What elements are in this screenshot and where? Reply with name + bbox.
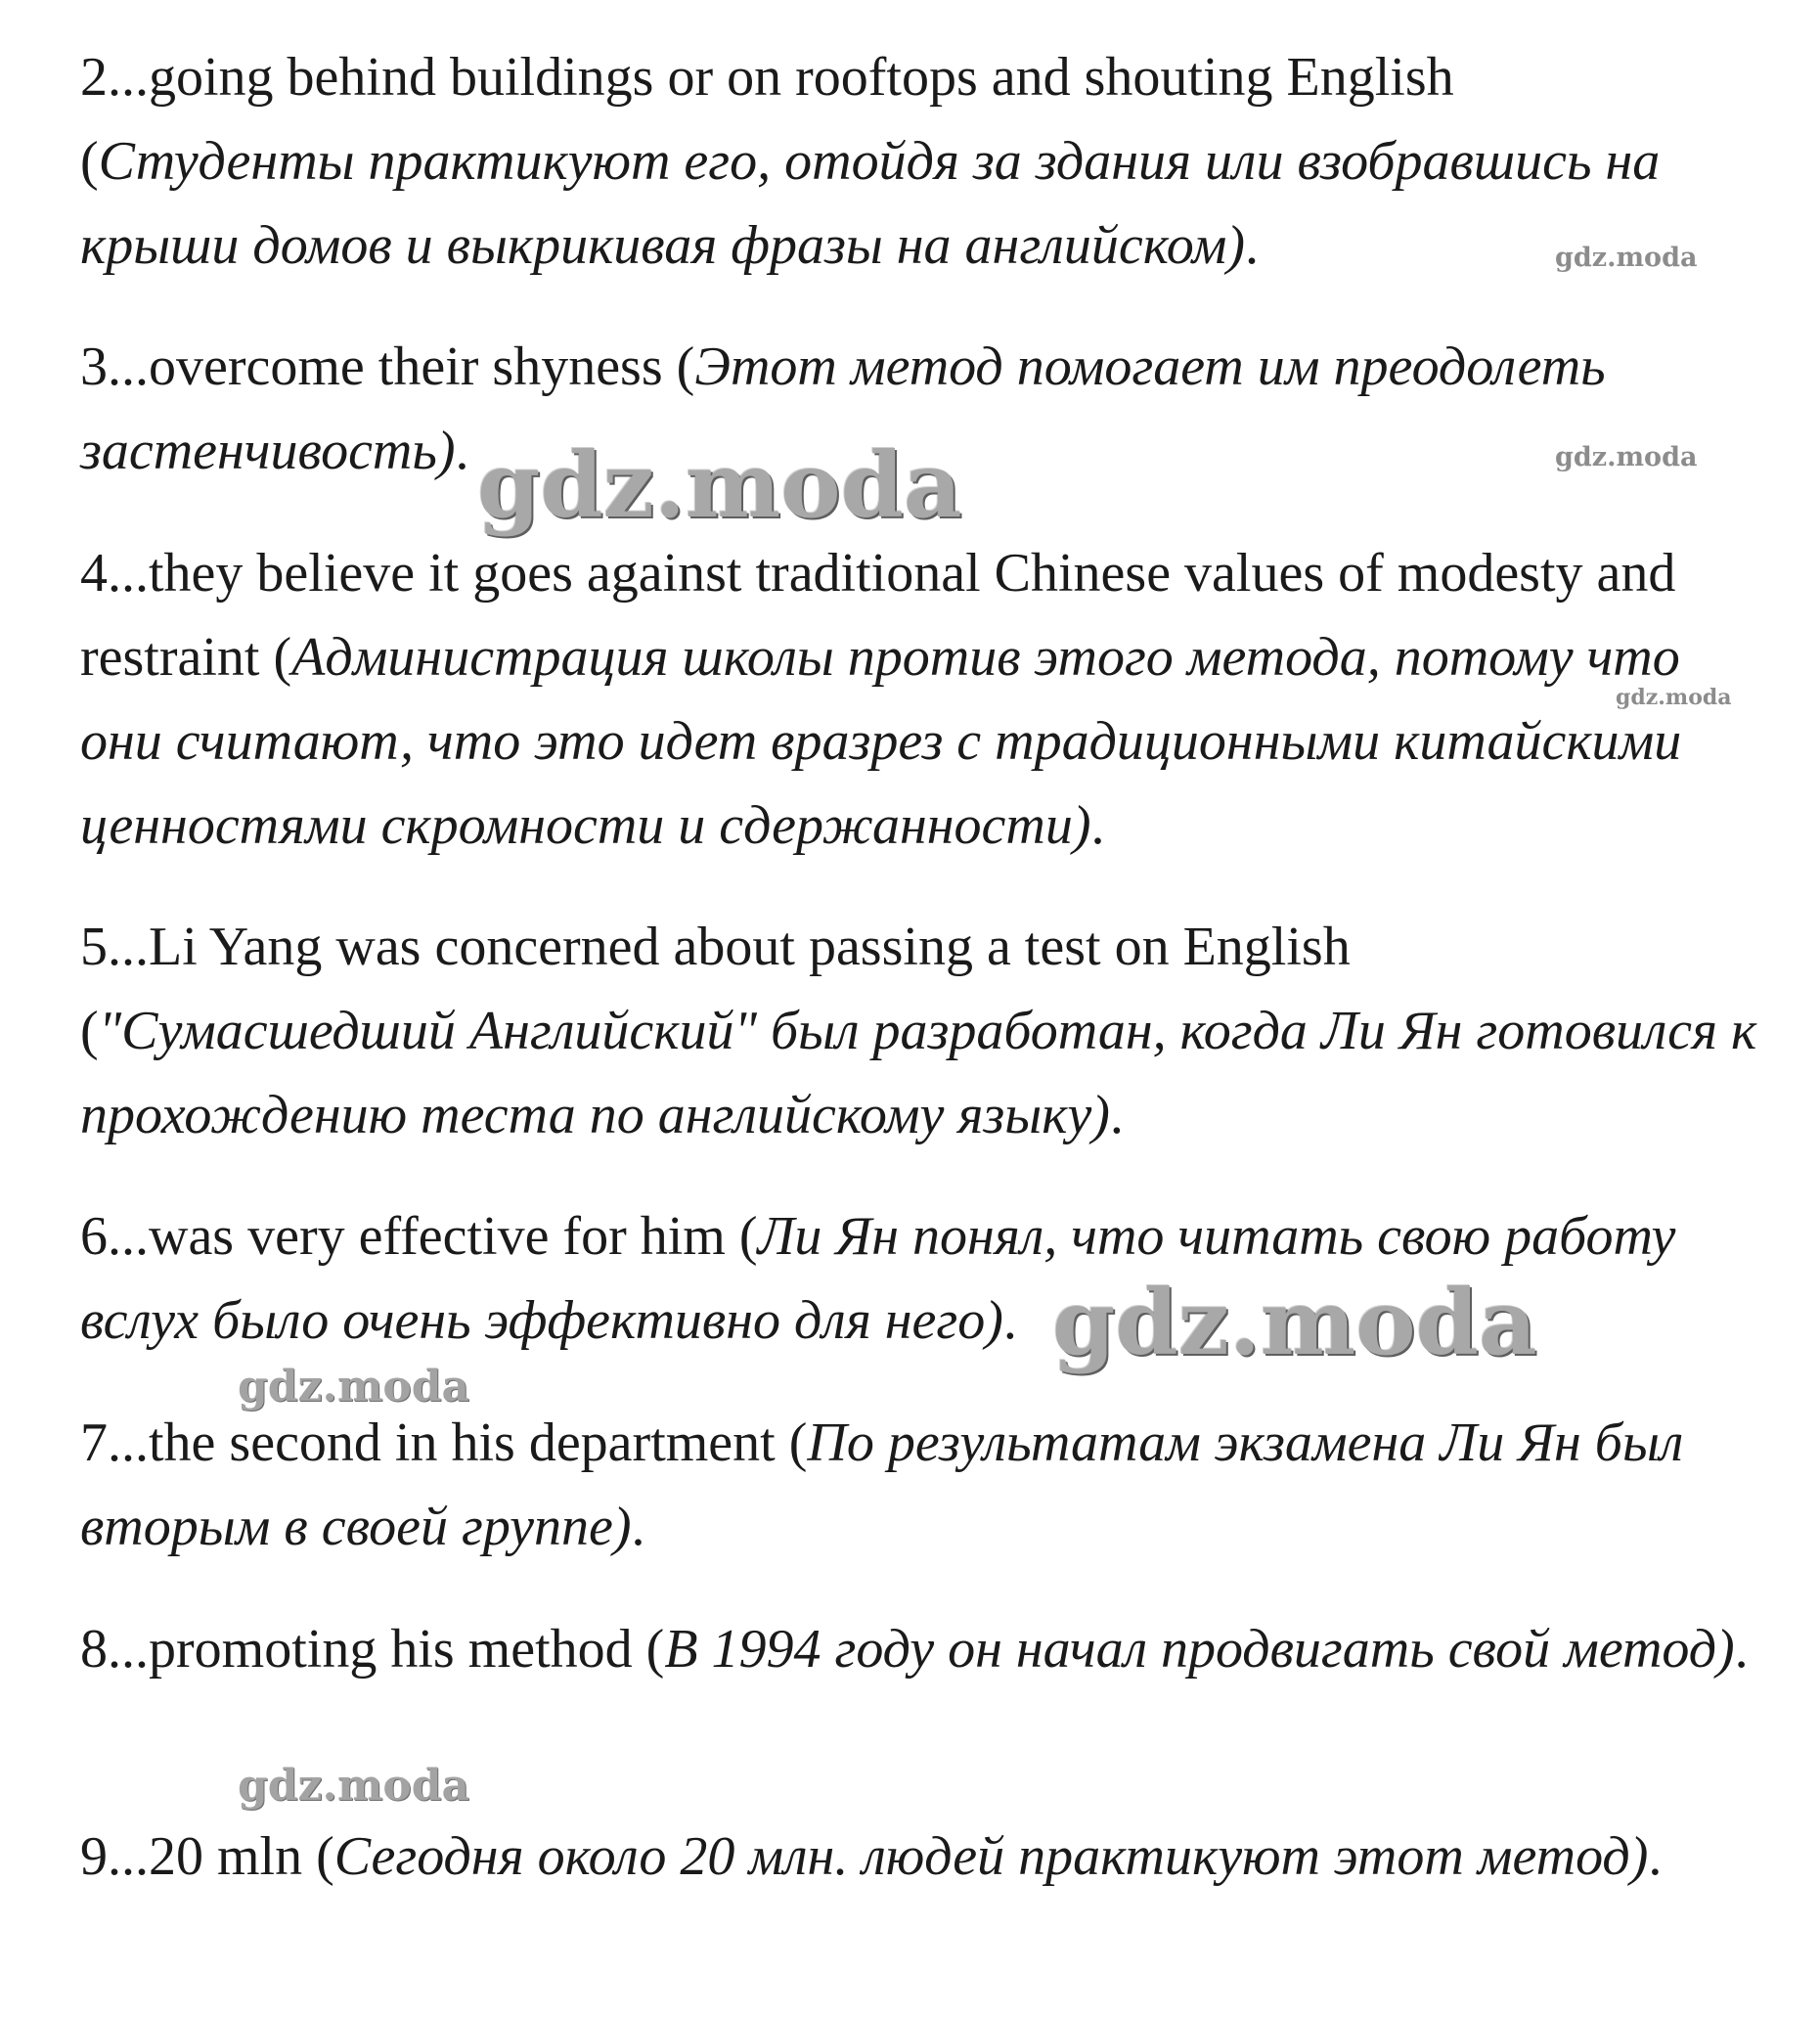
answer-end: . <box>1648 1826 1663 1887</box>
answer-end: . <box>1245 215 1260 276</box>
answer-item-8 <box>80 1607 1762 1691</box>
watermark-mid-2: gdz.moda <box>238 1761 470 1811</box>
answer-russian: Ли Ян понял, что читать свою работу вслух было очень эффективно для него) <box>80 1206 1676 1351</box>
watermark-mid-1: gdz.moda <box>238 1362 470 1412</box>
answer-end: . <box>1109 1085 1124 1145</box>
answer-russian: Сегодня около 20 млн. людей практикуют этот метод) <box>333 1826 1649 1887</box>
answer-english: 9...20 mln <box>80 1826 303 1887</box>
watermark-large-1: gdz.moda <box>477 432 962 538</box>
answer-russian: По результатам экзамена Ли Ян был вторым в своей группе) <box>80 1412 1684 1557</box>
answer-russian: Студенты практикуют его, отойдя за здания или взобравшись на крыши домов и выкрикивая фразы на английском) <box>80 131 1661 276</box>
answer-english: 6...was very effective for him <box>80 1206 726 1267</box>
answer-item-4 <box>80 531 1762 868</box>
answer-end: . <box>455 421 469 481</box>
answer-russian: Этот метод помогает им преодолеть застенчивость) <box>80 336 1606 481</box>
answer-english: 5...Li Yang was concerned about passing a test on English <box>80 917 1351 977</box>
watermark-small-2: gdz.moda <box>1555 442 1698 472</box>
answer-item-5 <box>80 905 1762 1157</box>
answer-end: . <box>631 1497 645 1557</box>
answer-item-2 <box>80 35 1762 288</box>
answer-open-paren: ( <box>302 1826 334 1887</box>
answer-english: 4...they believe it goes against traditional Chinese values of modesty and restraint <box>80 543 1676 688</box>
answer-open-paren: ( <box>632 1619 665 1680</box>
answer-end: . <box>1734 1619 1749 1680</box>
answer-english: 8...promoting his method <box>80 1619 633 1680</box>
answer-english: 2...going behind buildings or on rooftops and shouting English <box>80 47 1454 108</box>
answer-open-paren: ( <box>80 131 99 192</box>
answer-open-paren: ( <box>725 1206 758 1267</box>
answer-item-9 <box>80 1815 1762 1899</box>
answer-russian: В 1994 году он начал продвигать свой метод) <box>664 1619 1735 1680</box>
answer-russian: Администрация школы против этого метода, потому что они считают, что это идет вразрез с традиционными китайскими ценностями скромности и сдержанности) <box>80 627 1682 856</box>
answer-open-paren: ( <box>662 336 695 397</box>
answer-russian: "Сумасшедший Английский" был разработан, когда Ли Ян готовился к прохождению теста по английскому языку) <box>80 1001 1757 1145</box>
answer-end: . <box>1002 1290 1017 1351</box>
answer-item-7 <box>80 1401 1762 1569</box>
answer-open-paren: ( <box>80 1001 99 1061</box>
watermark-small-1: gdz.moda <box>1555 243 1698 273</box>
answer-english: 7...the second in his department <box>80 1412 776 1473</box>
answer-open-paren: ( <box>259 627 292 688</box>
watermark-large-2: gdz.moda <box>1052 1270 1537 1375</box>
answer-english: 3...overcome their shyness <box>80 336 663 397</box>
watermark-small-3: gdz.moda <box>1616 685 1732 710</box>
answer-open-paren: ( <box>775 1412 808 1473</box>
answer-end: . <box>1090 795 1105 856</box>
